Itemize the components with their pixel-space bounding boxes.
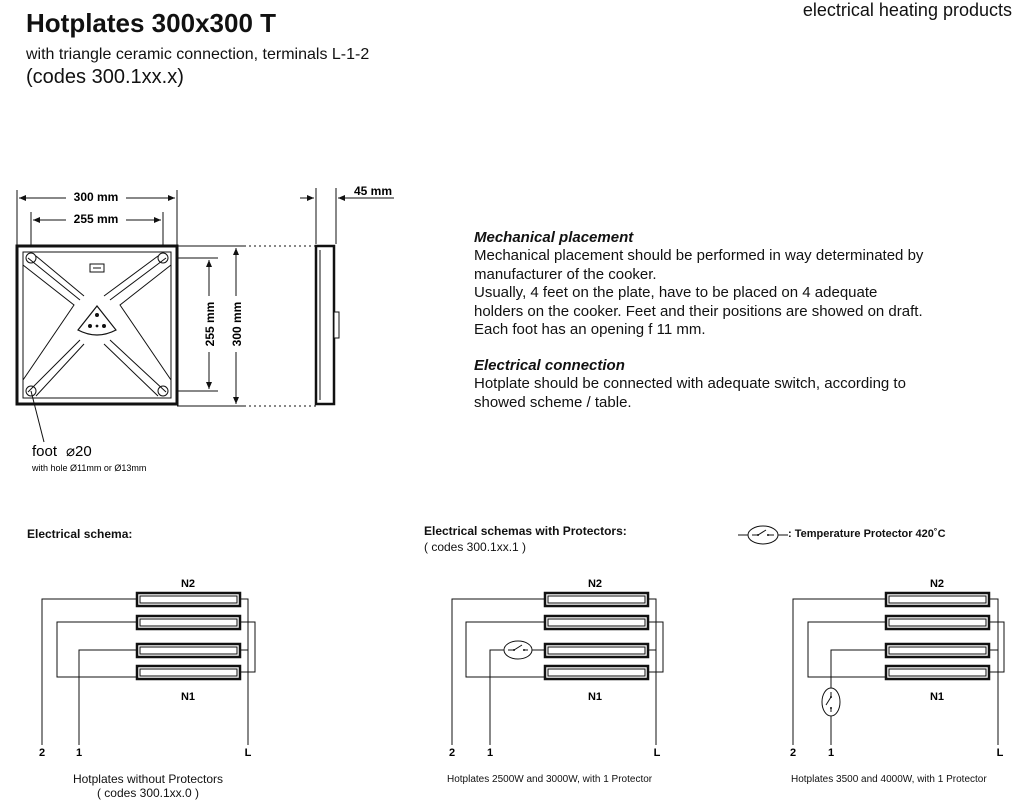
protector-legend-symbol [738, 526, 788, 544]
electrical-line: Hotplate should be connected with adequate switch, according to [474, 375, 906, 392]
mechanical-line: Mechanical placement should be performed in way determinated by [474, 247, 924, 264]
page-subtitle: with triangle ceramic connection, terminals L-1-2 [26, 46, 370, 63]
heating-element [137, 616, 240, 629]
caption-left [38, 772, 258, 800]
mechanical-line: manufacturer of the cooker. [474, 265, 657, 283]
terminal-2: 2 [38, 747, 46, 759]
n1-label: N1 [587, 691, 603, 703]
page-title: Hotplates 300x300 T [26, 8, 277, 38]
electrical-text [474, 375, 906, 412]
dim-255-side-label: 255 mm [203, 301, 217, 347]
n2-label: N2 [587, 578, 603, 590]
schema-without-protectors [42, 593, 255, 745]
protector-legend-text: : Temperature Protector 420˚C [788, 528, 946, 540]
schema-left-label: Electrical schema: [27, 527, 133, 541]
electrical-heading: Electrical connection [474, 357, 625, 374]
schema-mid-codes: ( codes 300.1xx.1 ) [424, 540, 527, 554]
mechanical-heading: Mechanical placement [474, 229, 634, 246]
terminal-1: 1 [486, 747, 494, 759]
schema-protector-2500-3000 [452, 593, 663, 745]
terminal-2: 2 [448, 747, 456, 759]
n2-label: N2 [929, 578, 945, 590]
heating-element [886, 616, 989, 629]
electrical-line: showed scheme / table. [474, 393, 632, 411]
caption-left-codes: ( codes 300.1xx.0 ) [96, 786, 200, 800]
dim-255-top-label: 255 mm [73, 212, 119, 226]
terminal-L: L [244, 747, 252, 759]
dim-45-label: 45 mm [354, 184, 393, 198]
caption-mid: Hotplates 2500W and 3000W, with 1 Protector [447, 774, 653, 785]
heating-element [545, 593, 648, 606]
heating-element [886, 666, 989, 679]
heating-element [545, 616, 648, 629]
mechanical-line: holders on the cooker. Feet and their positions are showed on draft. [474, 302, 923, 320]
terminal-1: 1 [75, 747, 83, 759]
terminal-L: L [653, 747, 661, 759]
terminal-2: 2 [789, 747, 797, 759]
terminal-L: L [996, 747, 1004, 759]
dim-300-side-label: 300 mm [230, 301, 244, 347]
caption-right: Hotplates 3500 and 4000W, with 1 Protector [791, 774, 987, 785]
mechanical-line: Usually, 4 feet on the plate, have to be placed on 4 adequate [474, 284, 878, 301]
n1-label: N1 [180, 691, 196, 703]
n1-label: N1 [929, 691, 945, 703]
schema-protector-3500-4000 [793, 593, 1004, 745]
heating-element [886, 593, 989, 606]
plate-side-view [316, 246, 334, 404]
terminal-1: 1 [827, 747, 835, 759]
mechanical-text [474, 247, 923, 340]
heating-element [886, 644, 989, 657]
heating-element [545, 644, 648, 657]
mechanical-line: Each foot has an opening f 11 mm. [474, 321, 706, 338]
brand-tagline: electrical heating products [802, 0, 1012, 20]
caption-left-line: Hotplates without Protectors [72, 772, 224, 786]
foot-hole-note: with hole Ø11mm or Ø13mm [32, 463, 147, 473]
heating-element [137, 593, 240, 606]
foot-diameter: ⌀20 [66, 443, 92, 460]
schema-mid-label: Electrical schemas with Protectors: [424, 524, 627, 538]
dim-300-top-label: 300 mm [73, 190, 119, 204]
heating-element [137, 644, 240, 657]
product-codes: (codes 300.1xx.x) [26, 66, 184, 88]
foot-label: foot [32, 443, 58, 460]
n2-label: N2 [180, 578, 196, 590]
heating-element [545, 666, 648, 679]
heating-element [137, 666, 240, 679]
